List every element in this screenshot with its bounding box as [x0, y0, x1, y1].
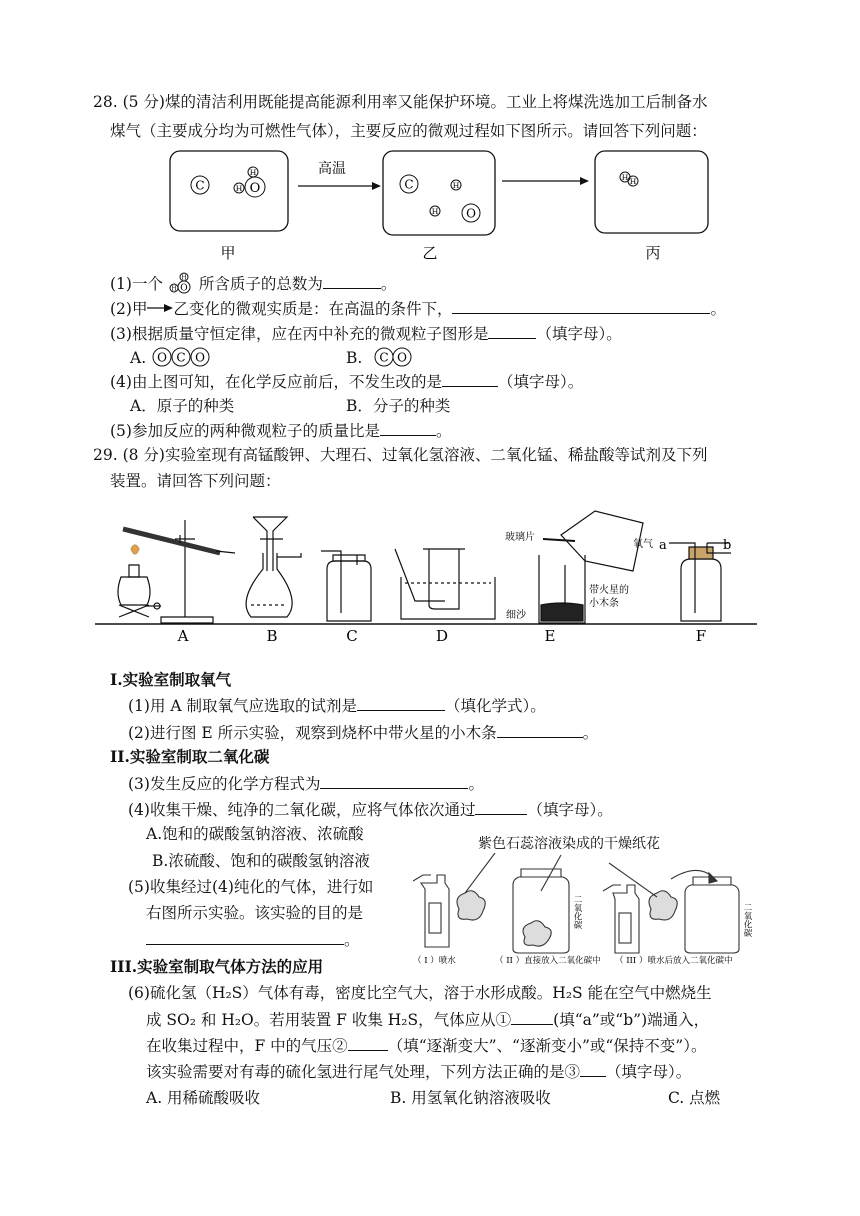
q28-p1-end: 。 [380, 275, 397, 293]
q29-p6-l3b: （填“逐渐变大”、“逐渐变小”或“保持不变”）。 [387, 1037, 707, 1055]
atom-o-label: O [249, 181, 261, 196]
q28-p3-option-a[interactable] [130, 346, 213, 369]
q29-p6-option-c[interactable]: C. 点燃 [668, 1089, 721, 1107]
answer-blank[interactable] [452, 297, 710, 314]
answer-blank[interactable] [488, 322, 536, 339]
q29-stem-line1: 29. (8 分)实验室现有高锰酸钾、大理石、过氧化氢溶液、二氧化锰、稀盐酸等试剂及下列 [93, 446, 708, 464]
apparatus-label-d: D [435, 627, 449, 645]
q29-p3-end: 。 [468, 775, 484, 793]
e-label-sand: 细沙 [506, 610, 526, 621]
arrow-2-head [580, 177, 589, 185]
arrow-label: 高温 [318, 161, 346, 177]
q29-part6-line1: (6)硫化氢（H₂S）气体有毒，密度比空气大，溶于水形成酸。H₂S 能在空气中燃烧生 [128, 984, 712, 1002]
q29-p2: (2)进行图 E 所示实验，观察到烧杯中带火星的小木条 [128, 724, 497, 742]
apparatus-label-e: E [544, 627, 556, 645]
answer-blank[interactable] [497, 721, 583, 738]
q28-p2-end: 。 [710, 300, 726, 318]
apparatus-d [395, 549, 495, 619]
q29-p2-end: 。 [582, 724, 599, 742]
q29-p1: (1)用 A 制取氧气应选取的试剂是 [128, 697, 358, 715]
figure-caption-3: （ III ）喷水后放入二氧化碳中 [615, 956, 733, 965]
apparatus-f [669, 543, 731, 621]
q28-stem-line1: 28. (5 分)煤的清洁利用既能提高能源利用率又能保护环境。工业上将煤洗选加工后制备水 [93, 93, 708, 111]
box-label-jia: 甲 [220, 244, 236, 262]
apparatus-figure [95, 505, 760, 645]
q29-p4: (4)收集干燥、纯净的二氧化碳，应将气体依次通过 [128, 801, 476, 819]
answer-blank[interactable] [320, 772, 468, 789]
atom-h-label: H [431, 207, 439, 216]
q29-p5-end: 。 [344, 931, 360, 949]
q29-part5-line1: (5)收集经过(4)纯化的气体，进行如 [128, 878, 374, 896]
apparatus-c [321, 551, 371, 621]
e-label-oxygen: 氧气 [633, 539, 653, 550]
atom-h-label: H [249, 168, 257, 177]
q29-p6-l4b: （填字母）。 [606, 1063, 692, 1081]
atom-h-label: H [181, 274, 187, 282]
answer-blank-2[interactable] [348, 1034, 388, 1051]
apparatus-label-a: A [177, 627, 189, 645]
answer-blank[interactable] [357, 694, 445, 711]
litmus-experiment-figure [413, 853, 763, 965]
e-label-stick1: 带火星的 [589, 585, 629, 596]
atom-h-label: H [621, 173, 629, 182]
atom-h-label: H [629, 177, 637, 186]
q28-part3 [110, 322, 622, 345]
e-label-glass: 玻璃片 [505, 532, 535, 543]
q29-part4 [128, 798, 613, 821]
apparatus-label-c: C [346, 627, 358, 645]
q29-part2 [128, 721, 598, 744]
atom-c-label: C [195, 178, 205, 193]
atom-h-label: H [235, 184, 243, 193]
co-molecule-icon [367, 346, 415, 368]
figure-title: 紫色石蕊溶液染成的干燥纸花 [478, 836, 660, 852]
atom-o-label: O [157, 350, 167, 365]
q29-part6-line3 [146, 1034, 706, 1057]
q29-p6-option-a[interactable]: A. 用稀硫酸吸收 [146, 1089, 261, 1107]
answer-blank-1[interactable] [511, 1008, 553, 1025]
q29-part5-line3 [146, 928, 360, 951]
answer-blank[interactable] [475, 798, 527, 815]
q29-p1-end: （填化学式）。 [445, 697, 546, 715]
q29-part6-line2 [146, 1008, 709, 1031]
atom-c-label: C [404, 177, 414, 192]
f-label-a: a [659, 538, 667, 553]
option-letter: B. [346, 349, 363, 367]
answer-blank[interactable] [323, 272, 381, 289]
atom-c-label: C [176, 350, 186, 365]
q29-part6-line4 [146, 1060, 691, 1083]
jar-co2-label: 二氧化碳 [742, 903, 752, 937]
atom-o-label: O [180, 283, 188, 294]
q29-stem-line2: 装置。请回答下列问题： [110, 472, 281, 490]
answer-blank[interactable] [146, 928, 344, 945]
atom-h-label: H [171, 285, 177, 293]
atom-c-label: C [379, 350, 389, 365]
jar-co2-label: 二氧化碳 [572, 895, 582, 929]
box-yi [383, 151, 495, 235]
section-heading-oxygen: I.实验室制取氧气 [110, 670, 232, 689]
q29-p4-option-a[interactable]: A.饱和的碳酸氢钠溶液、浓硫酸 [146, 825, 364, 843]
q28-stem-line2: 煤气（主要成分均为可燃性气体），主要反应的微观过程如下图所示。请回答下列问题： [110, 122, 707, 140]
q29-p4-end: （填字母）。 [527, 801, 613, 819]
right-arrow-icon [147, 303, 173, 313]
q28-p4-option-a[interactable]: A．原子的种类 [130, 397, 235, 415]
q28-p5: (5)参加反应的两种微观粒子的质量比是 [110, 422, 380, 440]
arrow-1-head [372, 182, 381, 190]
q28-p4-option-b[interactable]: B．分子的种类 [346, 397, 451, 415]
q28-p1-pre: (1)一个 [110, 275, 163, 293]
q28-p4-end: （填字母）。 [497, 373, 584, 391]
q28-p2-pre: (2)甲 [110, 300, 148, 318]
atom-o-label: O [195, 350, 205, 365]
q28-p5-end: 。 [435, 422, 452, 440]
e-label-stick2: 小木条 [589, 598, 619, 609]
q29-p6-l2b: (填“a”或“b”)端通入， [553, 1011, 710, 1029]
q29-p6-l2a: 成 SO₂ 和 H₂O。若用装置 F 收集 H₂S，气体应从① [146, 1011, 512, 1029]
section-heading-co2: II.实验室制取二氧化碳 [110, 747, 270, 766]
box-label-bing: 丙 [645, 244, 661, 262]
box-label-yi: 乙 [422, 244, 438, 262]
atom-o-label: O [466, 206, 476, 221]
q29-part3 [128, 772, 484, 795]
q28-part2 [110, 297, 726, 320]
answer-blank[interactable] [380, 419, 436, 436]
q29-p4-option-b[interactable]: B.浓硫酸、饱和的碳酸氢钠溶液 [152, 852, 370, 870]
answer-blank[interactable] [442, 370, 498, 387]
atom-o-label: O [397, 350, 408, 365]
answer-blank-3[interactable] [580, 1060, 606, 1077]
apparatus-label-b: B [266, 627, 278, 645]
section-heading-application: III.实验室制取气体方法的应用 [110, 957, 324, 976]
apparatus-a [118, 520, 235, 623]
f-label-b: b [723, 538, 732, 553]
q28-p3-end: （填字母）。 [536, 325, 622, 343]
q28-reaction-diagram [160, 145, 720, 267]
q29-p3: (3)发生反应的化学方程式为 [128, 775, 321, 793]
box-bing [595, 151, 708, 233]
q28-p3: (3)根据质量守恒定律，应在丙中补充的微观粒子图形是 [110, 325, 489, 343]
q29-p6-l4a: 该实验需要对有毒的硫化氢进行尾气处理，下列方法正确的是③ [146, 1063, 581, 1081]
option-letter: A. [130, 349, 147, 367]
q28-p1-post: 所含质子的总数为 [198, 275, 323, 293]
q29-part1 [128, 694, 546, 717]
apparatus-label-f: F [695, 627, 707, 645]
water-molecule-icon [168, 271, 194, 295]
co2-molecule-icon [151, 346, 213, 368]
q28-p3-option-b[interactable] [346, 346, 415, 369]
q28-part5 [110, 419, 451, 442]
q29-part5-line2: 右图所示实验。该实验的目的是 [146, 904, 364, 922]
q29-p6-option-b[interactable]: B. 用氢氧化钠溶液吸收 [390, 1089, 551, 1107]
q28-p2-mid: 乙变化的微观实质是：在高温的条件下， [173, 300, 453, 318]
q28-part1 [110, 271, 396, 295]
atom-h-label: H [452, 181, 460, 190]
figure-caption-2: （ II ）直接放入二氧化碳中 [495, 956, 601, 965]
q28-part4 [110, 370, 583, 393]
figure-caption-1: （ I ）喷水 [413, 956, 456, 965]
q28-p4: (4)由上图可知，在化学反应前后，不发生改的是 [110, 373, 442, 391]
apparatus-b [246, 517, 301, 617]
box-jia [170, 151, 288, 231]
q29-p6-l3a: 在收集过程中，F 中的气压② [146, 1037, 348, 1055]
